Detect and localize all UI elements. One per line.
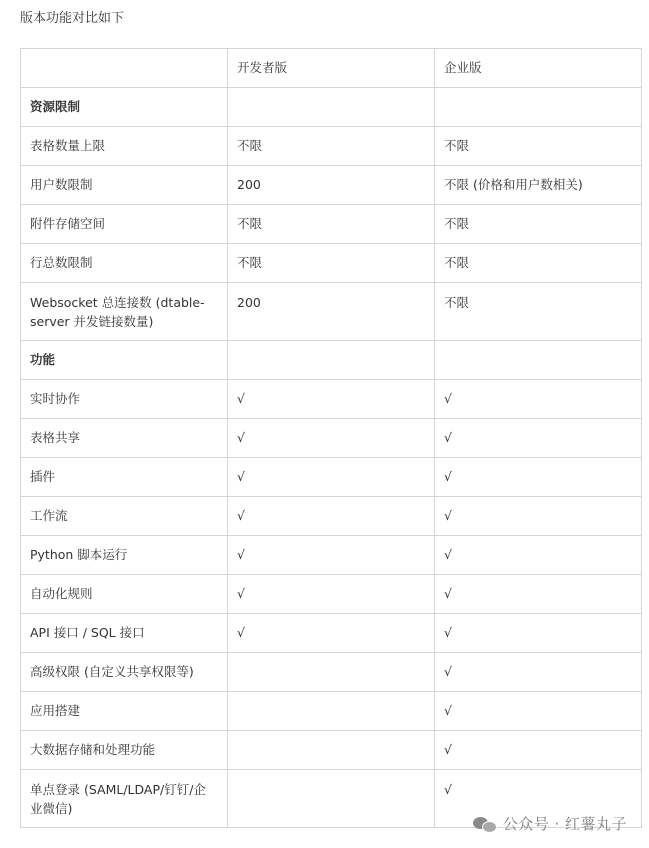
table-row [21, 536, 642, 575]
developer-cell: √ [228, 536, 435, 575]
table-row [21, 166, 642, 205]
feature-cell: 高级权限 (自定义共享权限等) [21, 653, 228, 692]
enterprise-cell [435, 88, 642, 127]
enterprise-cell: √ [435, 536, 642, 575]
enterprise-cell: √ [435, 458, 642, 497]
table-body [21, 49, 642, 828]
watermark [473, 813, 627, 834]
header-cell-enterprise: 企业版 [435, 49, 642, 88]
enterprise-cell [435, 341, 642, 380]
developer-cell: √ [228, 575, 435, 614]
table-row [21, 497, 642, 536]
enterprise-cell: √ [435, 380, 642, 419]
enterprise-cell: 不限 [435, 244, 642, 283]
feature-cell: 自动化规则 [21, 575, 228, 614]
feature-cell: 表格数量上限 [21, 127, 228, 166]
feature-cell: 实时协作 [21, 380, 228, 419]
feature-cell: 表格共享 [21, 419, 228, 458]
enterprise-cell: 不限 [435, 205, 642, 244]
table-row [21, 458, 642, 497]
enterprise-cell: √ [435, 614, 642, 653]
feature-cell: 行总数限制 [21, 244, 228, 283]
header-cell [21, 49, 228, 88]
developer-cell [228, 770, 435, 828]
table-row [21, 419, 642, 458]
table-row [21, 731, 642, 770]
enterprise-cell: √ [435, 419, 642, 458]
header-cell-developer: 开发者版 [228, 49, 435, 88]
table-row [21, 127, 642, 166]
developer-cell: √ [228, 614, 435, 653]
version-comparison-table [20, 48, 642, 828]
feature-cell: 插件 [21, 458, 228, 497]
table-row [21, 244, 642, 283]
enterprise-cell: √ [435, 575, 642, 614]
developer-cell [228, 341, 435, 380]
table-row [21, 692, 642, 731]
section-row [21, 88, 642, 127]
developer-cell: √ [228, 458, 435, 497]
watermark-text: 公众号 · 红薯丸子 [502, 815, 627, 833]
developer-cell [228, 653, 435, 692]
enterprise-cell: √ [435, 653, 642, 692]
section-title: 资源限制 [21, 88, 228, 127]
developer-cell: 不限 [228, 205, 435, 244]
developer-cell: 不限 [228, 244, 435, 283]
table-header-row [21, 49, 642, 88]
feature-cell: API 接口 / SQL 接口 [21, 614, 228, 653]
feature-cell: 工作流 [21, 497, 228, 536]
enterprise-cell: 不限 [435, 283, 642, 341]
feature-cell: 应用搭建 [21, 692, 228, 731]
enterprise-cell: √ [435, 692, 642, 731]
section-row [21, 341, 642, 380]
feature-cell: 大数据存储和处理功能 [21, 731, 228, 770]
developer-cell: 200 [228, 166, 435, 205]
enterprise-cell: 不限 [435, 127, 642, 166]
table-row [21, 205, 642, 244]
developer-cell: 200 [228, 283, 435, 341]
feature-cell: 用户数限制 [21, 166, 228, 205]
table-row [21, 614, 642, 653]
feature-cell: 单点登录 (SAML/LDAP/钉钉/企业微信) [21, 770, 228, 828]
enterprise-cell: √ [435, 497, 642, 536]
feature-cell: Websocket 总连接数 (dtable-server 并发链接数量) [21, 283, 228, 341]
enterprise-cell: √ [435, 770, 642, 828]
table-row [21, 653, 642, 692]
developer-cell [228, 88, 435, 127]
developer-cell: 不限 [228, 127, 435, 166]
table-row [21, 380, 642, 419]
table-row [21, 575, 642, 614]
enterprise-cell: 不限 (价格和用户数相关) [435, 166, 642, 205]
developer-cell: √ [228, 419, 435, 458]
table-row [21, 283, 642, 341]
developer-cell [228, 692, 435, 731]
developer-cell [228, 731, 435, 770]
feature-cell: 附件存储空间 [21, 205, 228, 244]
developer-cell: √ [228, 380, 435, 419]
section-title: 功能 [21, 341, 228, 380]
intro-text: 版本功能对比如下 [20, 11, 125, 26]
feature-cell: Python 脚本运行 [21, 536, 228, 575]
developer-cell: √ [228, 497, 435, 536]
wechat-icon [473, 814, 497, 834]
enterprise-cell: √ [435, 731, 642, 770]
